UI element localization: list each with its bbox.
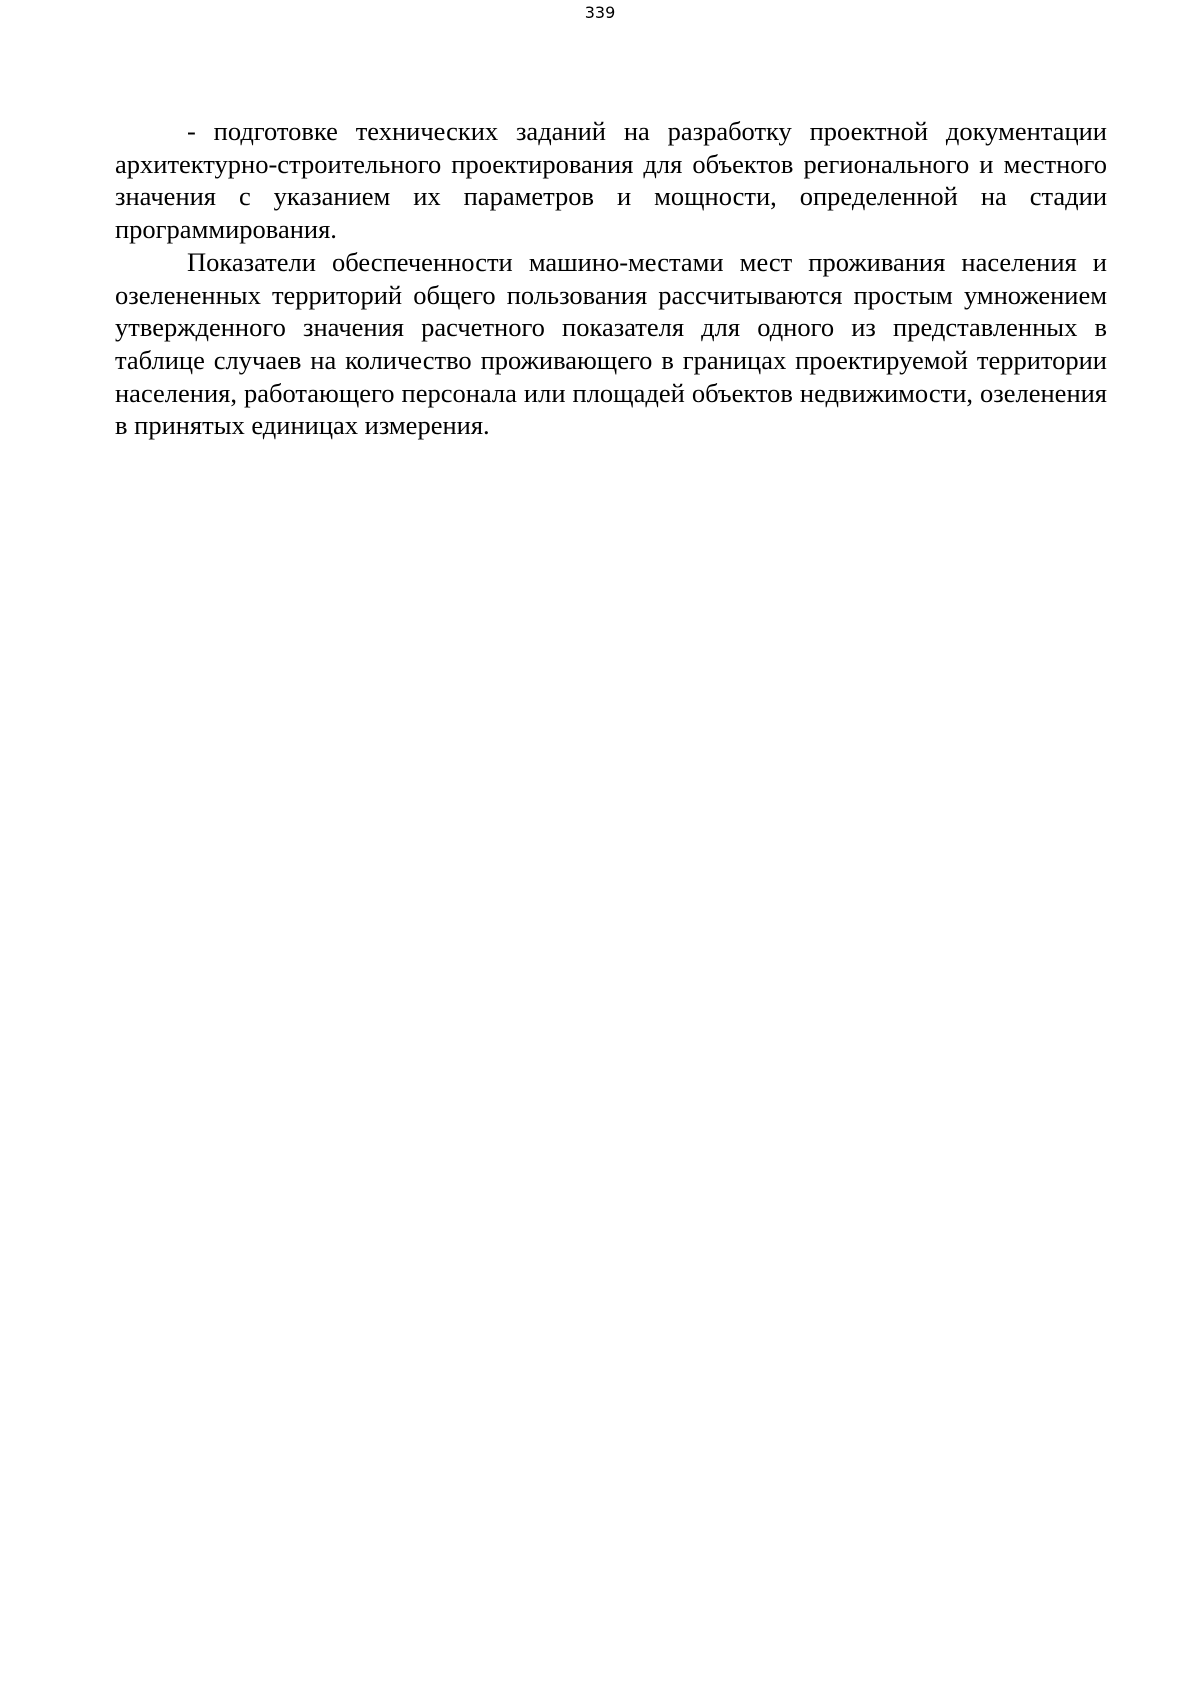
body-text xyxy=(115,115,1107,442)
page-number: 339 xyxy=(584,3,616,22)
paragraph-parking-indicators: Показатели обеспеченности машино-местами мест проживания населения и озелененных территорий общего пользования рассчитываются простым умножением утвержденного значения расчетного показателя для одного из представленных в таблице случаев на количество проживающего в границах проектируемой территории населения, работающего персонала или площадей объектов недвижимости, озеленения в принятых единицах измерения. xyxy=(115,246,1107,441)
paragraph-technical-tasks: - подготовке технических заданий на разработку проектной документации архитектурно-строительного проектирования для объектов регионального и местного значения с указанием их параметров и мощности, определенной на стадии программирования. xyxy=(115,116,1107,245)
